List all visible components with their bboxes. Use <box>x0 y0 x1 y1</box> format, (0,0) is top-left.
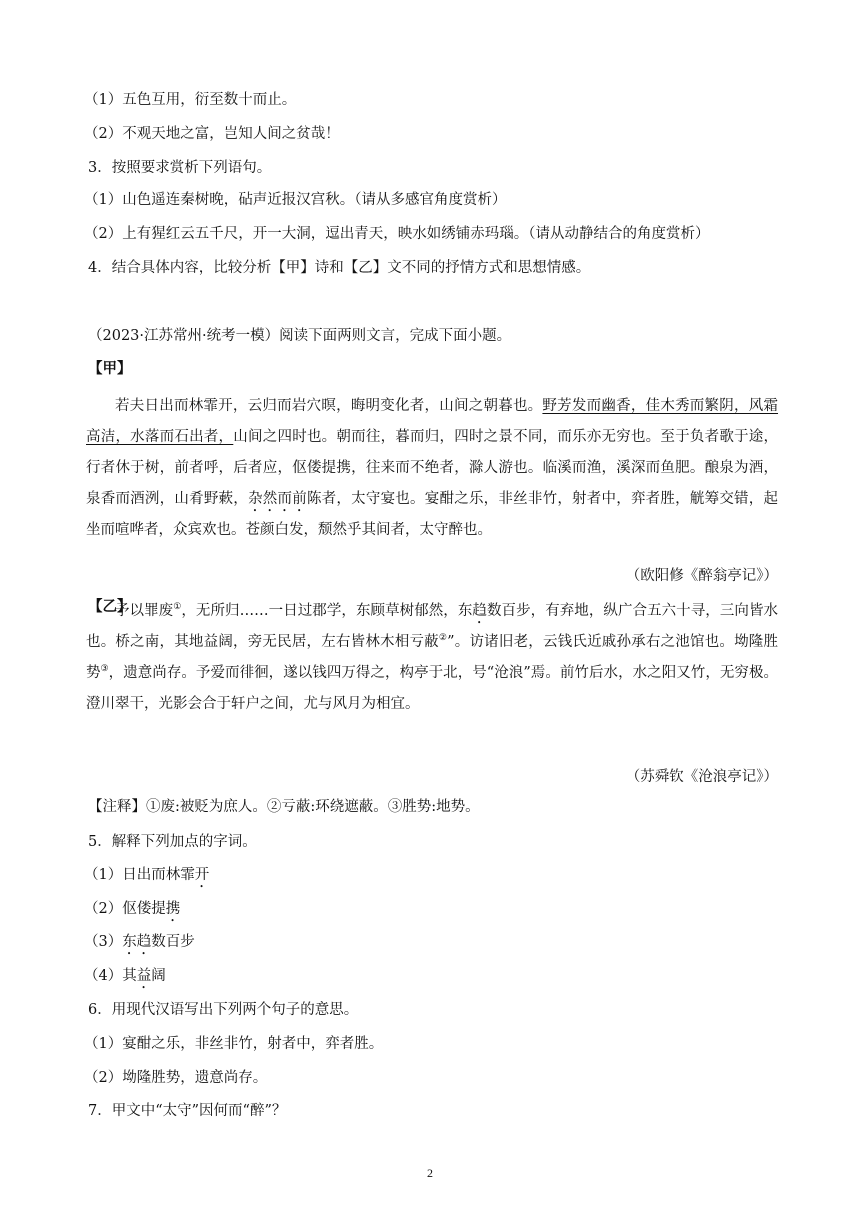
question-6-title: 6．用现代汉语写出下列两个句子的意思。 <box>88 1002 359 1018</box>
dotted-word: 开 <box>194 867 210 883</box>
item-text: （2）伛偻提 <box>84 901 166 917</box>
question-5-item-2 <box>84 899 180 925</box>
passage-intro: （2023·江苏常州·统考一模）阅读下面两则文言，完成下面小题。 <box>88 328 512 344</box>
jia-text-a: 若夫日出而林霏开，云归而岩穴暝，晦明变化者，山间之朝暮也。 <box>115 398 543 414</box>
dotted-word: 东趋 <box>122 934 152 950</box>
question-4-title: 4．结合具体内容，比较分析【甲】诗和【乙】文不同的抒情方式和思想情感。 <box>88 260 591 276</box>
passage-yi-label: 【乙】 <box>88 598 132 615</box>
footnote-mark-2: ② <box>438 633 448 644</box>
jia-text-b: 山间之四时也。朝而往，暮而归，四时之景不同，而乐亦无穷也。至于负者歌于途，行者休于树，前者呼，后者应，伛偻提携，往来而不绝者，滁人游也。临溪而渔，溪深而鱼肥。酿泉为酒，泉香而酒洌，山肴野蔌， <box>86 429 779 507</box>
passage-jia-text <box>86 391 778 546</box>
item-text: （3） <box>84 934 123 950</box>
item-text: 数百步 <box>151 934 195 950</box>
question-7-title: 7．甲文中“太守”因何而“醉”？ <box>88 1103 287 1119</box>
question-5-item-4 <box>84 966 166 992</box>
question-2-item-2: （2）不观天地之富，岂知人间之贫哉！ <box>84 126 340 142</box>
yi-text-dotted: 趋 <box>472 603 487 619</box>
question-2-item-1: （1）五色互用，衍至数十而止。 <box>84 92 297 108</box>
question-3-item-1: （1）山色遥连秦树晚，砧声近报汉宫秋。（请从多感官角度赏析） <box>84 192 507 208</box>
question-5-title: 5．解释下列加点的字词。 <box>88 834 257 850</box>
yi-text-e: ，遗意尚存。予爱而徘徊，遂以钱四万得之，构亭于北，号“沧浪”焉。前竹后水，水之阳又竹，无穷极。澄川翠干，光影会合于轩户之间，尤与风月为相宜。 <box>86 665 778 712</box>
question-6-item-1: （1）宴酣之乐，非丝非竹，射者中，弈者胜。 <box>84 1036 384 1052</box>
question-5-item-3 <box>84 932 195 958</box>
jia-text-c: 陈者，太守宴也。宴酣之乐，非丝非竹，射者中，弈者胜，觥筹交错，起坐而喧哗者，众宾欢也。苍颜白发，颓然乎其间者，太守醉也。 <box>86 491 779 538</box>
question-6-item-2: （2）坳隆胜势，遗意尚存。 <box>84 1070 268 1086</box>
page-number: 2 <box>427 1166 433 1180</box>
question-3-item-2: （2）上有猩红云五千尺，开一大洞，逗出青天，映水如绣铺赤玛瑙。（请从动静结合的角度赏析） <box>84 226 710 242</box>
yi-text-d: ”。访诸旧老，云钱氏近戚孙承右之池馆也。坳隆胜势 <box>86 634 778 681</box>
yi-text-c: 数百步，有弃地，纵广合五六十寻，三向皆水也。桥之南，其地益阔，旁无民居，左右皆林木相亏蔽 <box>86 603 779 650</box>
passage-jia-source: （欧阳修《醉翁亭记》） <box>625 568 778 584</box>
annotation-note: 【注释】①废:被贬为庶人。②亏蔽:环绕遮蔽。③胜势:地势。 <box>88 799 480 815</box>
passage-jia-label: 【甲】 <box>88 360 132 377</box>
dotted-word: 携 <box>165 901 181 917</box>
jia-text-underlined: 野芳发而幽香，佳木秀而繁阴，风霜高洁，水落而石出者， <box>86 398 779 445</box>
footnote-mark-1: ① <box>173 602 182 613</box>
item-text: （1）日出而林霏 <box>84 867 195 883</box>
passage-yi-source: （苏舜钦《沧浪亭记》） <box>625 769 778 785</box>
footnote-mark-3: ③ <box>100 664 109 675</box>
jia-text-dotted: 杂然而前 <box>248 491 307 507</box>
passage-yi-text <box>86 596 778 720</box>
yi-text-b: ，无所归……一日过郡学，东顾草树郁然，东 <box>181 603 473 619</box>
yi-text-a: 予以罪废 <box>115 603 174 619</box>
item-text: （4）其 <box>84 968 137 984</box>
question-5-item-1 <box>84 865 209 891</box>
question-3-title: 3．按照要求赏析下列语句。 <box>88 160 272 176</box>
item-text: 阔 <box>151 968 166 984</box>
dotted-word: 益 <box>136 968 152 984</box>
